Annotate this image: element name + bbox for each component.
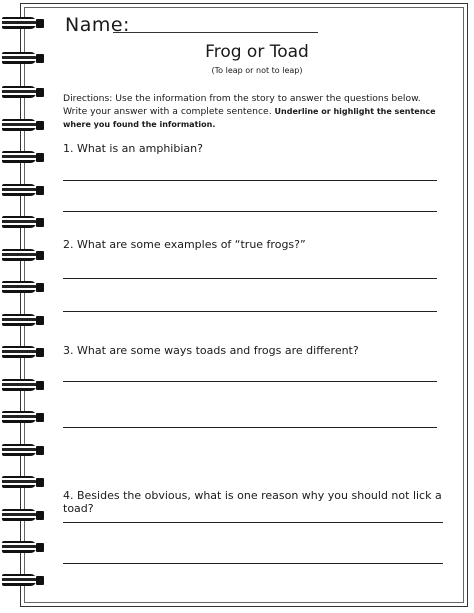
spiral-ring [0,314,48,328]
question-3: 3. What are some ways toads and frogs are different? [63,344,359,357]
worksheet-title: Frog or Toad [205,42,309,62]
spiral-ring [0,184,48,198]
question-1: 1. What is an amphibian? [63,142,203,155]
spiral-ring [0,119,48,133]
spiral-ring [0,346,48,360]
answer-line[interactable] [63,278,437,279]
worksheet-subtitle: (To leap or not to leap) [211,66,303,75]
spiral-ring [0,151,48,165]
answer-line[interactable] [63,381,437,382]
spiral-ring [0,541,48,555]
spiral-ring [0,17,48,31]
spiral-ring [0,574,48,588]
spiral-ring [0,249,48,263]
spiral-ring [0,411,48,425]
spiral-ring [0,509,48,523]
spiral-ring [0,281,48,295]
answer-line[interactable] [63,427,437,428]
directions-emphasis: Underline or highlight the sentence where you found the information. [63,107,436,129]
answer-line[interactable] [63,563,443,564]
answer-line[interactable] [63,522,443,523]
directions [63,92,443,131]
spiral-ring [0,379,48,393]
spiral-ring [0,216,48,230]
spiral-ring [0,444,48,458]
answer-line[interactable] [63,180,437,181]
question-4: 4. Besides the obvious, what is one reason why you should not lick a toad? [63,489,442,515]
directions-text: Directions: Use the information from the story to answer the questions below. Write your answer with a complete sentence. [63,93,421,117]
spiral-ring [0,86,48,100]
spiral-ring [0,476,48,490]
name-field[interactable] [113,32,318,33]
name-label: Name: [65,14,130,36]
question-2: 2. What are some examples of “true frogs?” [63,238,306,251]
answer-line[interactable] [63,311,437,312]
answer-line[interactable] [63,211,437,212]
